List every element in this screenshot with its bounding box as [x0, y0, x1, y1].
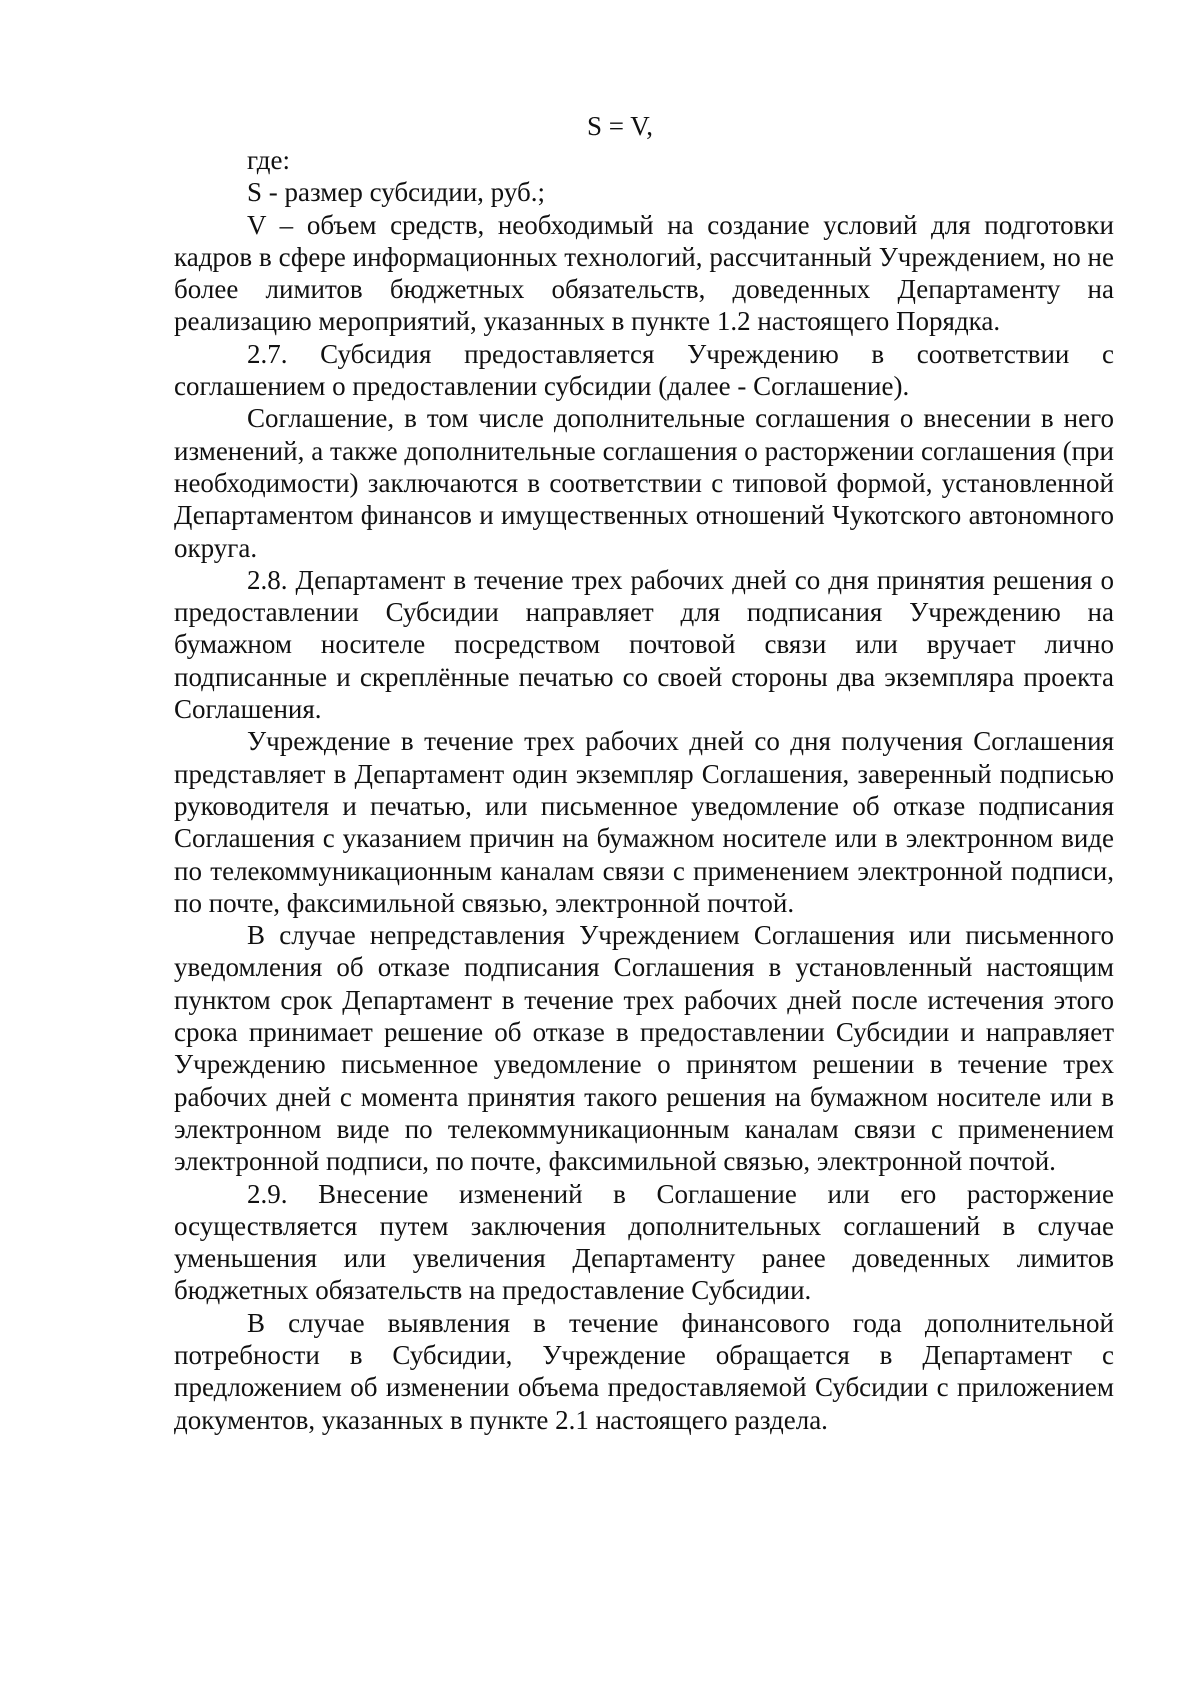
formula: S = V, — [586, 111, 654, 141]
paragraph-additional-need: В случае выявления в течение финансового года дополнительной потребности в Субсидии, Учреждение обращается в Департамент с предложением об изменении объема предоставляемой Субсидии с приложением документов, указанных в пункте 2.1 настоящего раздела. — [174, 1307, 1114, 1435]
paragraph-2-8: 2.8. Департамент в течение трех рабочих дней со дня принятия решения о предоставлении Субсидии направляет для подписания Учреждению на бумажном носителе посредством почтовой связи или вручает лично подписанные и скреплённые печатью со своей стороны два экземпляра проекта Соглашения. — [174, 564, 1114, 725]
paragraph-2-9: 2.9. Внесение изменений в Соглашение или его расторжение осуществляется путем заключения дополнительных соглашений в случае уменьшения или увеличения Департаменту ранее доведенных лимитов бюджетных обязательств на предоставление Субсидии. — [174, 1178, 1114, 1306]
paragraph-institution-response: Учреждение в течение трех рабочих дней со дня получения Соглашения представляет в Департамент один экземпляр Соглашения, заверенный подписью руководителя и печатью, или письменное уведомление об отказе подписания Соглашения с указанием причин на бумажном носителе или в электронном виде по телекоммуникационным каналам связи с применением электронной подписи, по почте, факсимильной связью, электронной почтой. — [174, 726, 1114, 918]
paragraph-agreement-form: Соглашение, в том числе дополнительные соглашения о внесении в него изменений, а также дополнительные соглашения о расторжении соглашения (при необходимости) заключаются в соответствии с типовой формой, установленной Департаментом финансов и имущественных отношений Чукотского автономного округа. — [174, 403, 1114, 563]
paragraph-v-definition: V – объем средств, необходимый на создание условий для подготовки кадров в сфере информационных технологий, рассчитанный Учреждением, но не более лимитов бюджетных обязательств, доведенных Департаменту на реализацию мероприятий, указанных в пункте 1.2 настоящего Порядка. — [174, 209, 1114, 337]
paragraph-where: где: — [247, 145, 290, 175]
document-body — [174, 144, 1114, 1436]
paragraph-non-submission: В случае непредставления Учреждением Соглашения или письменного уведомления об отказе подписания Соглашения в установленный настоящим пунктом срок Департамент в течение трех рабочих дней после истечения этого срока принимает решение об отказе в предоставлении Субсидии и направляет Учреждению письменное уведомление о принятом решении в течение трех рабочих дней с момента принятия такого решения на бумажном носителе или в электронном виде по телекоммуникационным каналам связи с применением электронной подписи, по почте, факсимильной связью, электронной почтой. — [174, 920, 1114, 1177]
paragraph-2-7: 2.7. Субсидия предоставляется Учреждению в соответствии с соглашением о предоставлении субсидии (далее - Соглашение). — [174, 338, 1114, 402]
paragraph-s-definition: S - размер субсидии, руб.; — [247, 177, 545, 208]
